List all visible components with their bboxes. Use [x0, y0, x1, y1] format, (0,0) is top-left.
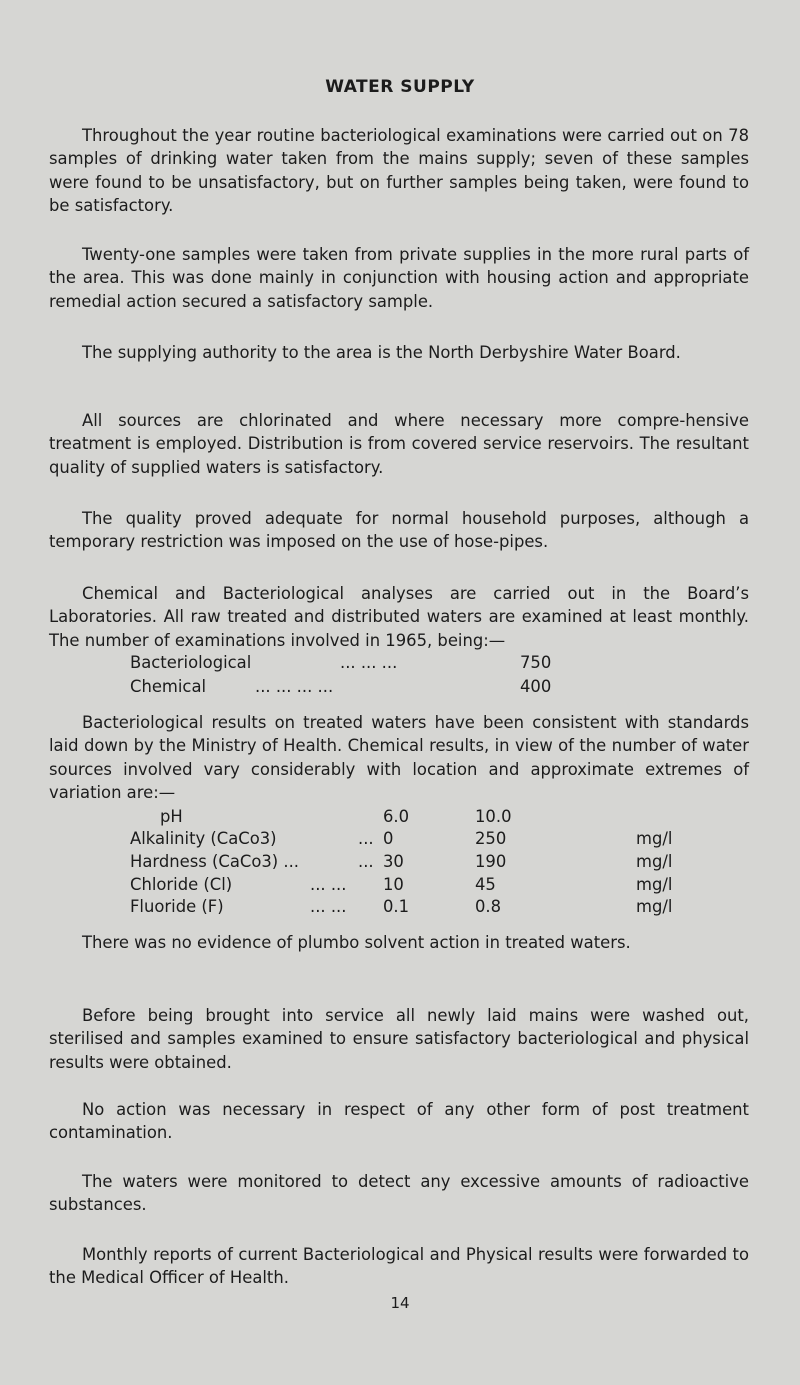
examination-label: Chemical — [130, 677, 207, 696]
paragraph-results: Bacteriological results on treated waters have been consistent with standards laid down by the Ministry of Health. Chemical results, in view of the number of water sources involved vary considerably with location and approximate extremes of variation are:— — [49, 713, 749, 803]
leader-dots: ... — [358, 852, 374, 871]
min-value: 10 — [383, 875, 404, 894]
paragraph-post-treatment: No action was necessary in respect of any other form of post treatment contamination. — [49, 1100, 749, 1143]
parameter-label: Fluoride (F) — [130, 897, 224, 916]
paragraph-mains-samples: Throughout the year routine bacteriological examinations were carried out on 78 samples of drinking water taken from the mains supply; seven of these samples were found to be unsatisfactory, but on further samples being taken, were found to be satisfactory. — [49, 126, 749, 216]
unit-label: mg/l — [636, 829, 673, 848]
leader-dots: ... ... ... ... — [255, 677, 334, 696]
min-value: 6.0 — [383, 807, 410, 826]
parameter-label: Hardness (CaCo3) ... — [130, 852, 300, 871]
paragraph-plumbo-solvency: There was no evidence of plumbo solvent action in treated waters. — [82, 933, 631, 952]
paragraph-analyses: Chemical and Bacteriological analyses are carried out in the Board’s Laboratories. All raw treated and distributed waters are examined at least monthly. The number of examinations involved in 1965, being:— — [49, 584, 749, 650]
examination-label: Bacteriological — [130, 653, 252, 672]
examination-count: 750 — [520, 653, 552, 672]
leader-dots: ... ... ... — [340, 653, 398, 672]
max-value: 45 — [475, 875, 496, 894]
page-number: 14 — [390, 1294, 410, 1312]
paragraph-new-mains: Before being brought into service all newly laid mains were washed out, sterilised and samples examined to ensure satisfactory bacteriological and physical results were obtained. — [49, 1006, 749, 1072]
max-value: 250 — [475, 829, 507, 848]
page-title: WATER SUPPLY — [325, 77, 475, 97]
min-value: 0.1 — [383, 897, 410, 916]
max-value: 0.8 — [475, 897, 502, 916]
unit-label: mg/l — [636, 875, 673, 894]
unit-label: mg/l — [636, 852, 673, 871]
unit-label: mg/l — [636, 897, 673, 916]
min-value: 0 — [383, 829, 394, 848]
leader-dots: ... ... — [310, 875, 347, 894]
min-value: 30 — [383, 852, 404, 871]
max-value: 10.0 — [475, 807, 512, 826]
max-value: 190 — [475, 852, 507, 871]
paragraph-radioactivity: The waters were monitored to detect any excessive amounts of radioactive substances. — [49, 1172, 749, 1215]
parameter-label: Alkalinity (CaCo3) — [130, 829, 277, 848]
examination-count: 400 — [520, 677, 552, 696]
paragraph-private-supplies: Twenty-one samples were taken from private supplies in the more rural parts of the area. This was done mainly in conjunction with housing action and appropriate remedial action secured a satisfactory sample. — [49, 245, 749, 311]
paragraph-treatment: All sources are chlorinated and where necessary more compre-hensive treatment is employed. Distribution is from covered service reservoirs. The resultant quality of supplied waters is satisfactory. — [49, 411, 749, 477]
paragraph-monthly-reports: Monthly reports of current Bacteriological and Physical results were forwarded to the Medical Officer of Health. — [49, 1245, 749, 1288]
parameter-label: pH — [160, 807, 183, 826]
paragraph-quality: The quality proved adequate for normal household purposes, although a temporary restriction was imposed on the use of hose-pipes. — [49, 509, 749, 552]
leader-dots: ... — [358, 829, 374, 848]
paragraph-supplying-authority: The supplying authority to the area is the North Derbyshire Water Board. — [82, 343, 681, 362]
parameter-label: Chloride (Cl) — [130, 875, 233, 894]
leader-dots: ... ... — [310, 897, 347, 916]
